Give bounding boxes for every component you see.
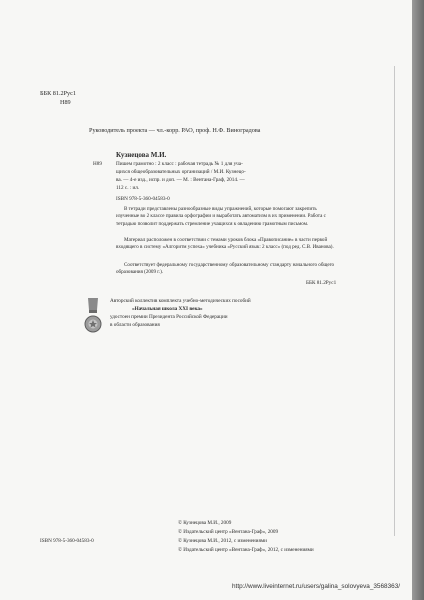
bbk-code-top: ББК 81.2Рус1 [40, 90, 76, 97]
isbn-main: ISBN 978-5-360-04583-0 [116, 196, 170, 202]
bbk-code-bottom: ББК 81.2Рус1 [306, 280, 337, 286]
copyright-line: © Издательский центр «Вентана-Граф», 2009 [178, 529, 279, 535]
author-heading: Кузнецова М.И. [116, 151, 167, 159]
project-lead: Руководитель проекта — чл.-корр. РАО, проф. Н.Ф. Виноградова [89, 127, 261, 134]
bib-line: 112 с. : ил. [116, 185, 140, 191]
medal-icon [84, 298, 102, 340]
index-code-side: Н89 [93, 161, 102, 167]
copyright-line: © Кузнецова М.И., 2012, с изменениями [178, 538, 267, 544]
award-line: «Начальная школа XXI века» [132, 306, 203, 312]
copyright-line: © Кузнецова М.И., 2009 [178, 520, 232, 526]
bib-line: ва. — 4-е изд., испр. и доп. — М. : Вентана-Граф, 2014. — [116, 177, 245, 183]
bib-line: щихся общеобразовательных организаций / М.И. Кузнецо- [116, 169, 246, 175]
annotation-paragraph-1: В тетради представлены разнообразные виды упражнений, которые помогают закрепить изученные во 2 классе правила орфографии и выработать автоматизм в их применении. Работа с тетрадью позволит поддержать стремление учащихся к овладению грамотным письмом. [116, 206, 326, 227]
award-line: в области образования [110, 322, 160, 328]
isbn-bottom: ISBN 978-5-360-04583-0 [40, 538, 94, 544]
index-code-top: Н89 [60, 99, 71, 106]
award-line: удостоен премии Президента Российской Федерации [110, 314, 228, 320]
copyright-line: © Издательский центр «Вентана-Граф», 2012, с изменениями [178, 547, 314, 553]
bib-line: Пишем грамотно : 2 класс : рабочая тетрадь № 1 для уча- [116, 161, 243, 167]
watermark-url[interactable]: http://www.liveinternet.ru/users/galina_solovyeva_3568363/ [232, 583, 401, 590]
page-edge-divider [394, 66, 395, 536]
annotation-paragraph-3: Соответствует федеральному государственному образовательному стандарту начального общего образования (2009 г.). [116, 262, 335, 276]
page-shadow [412, 0, 424, 600]
award-line: Авторский коллектив комплекта учебно-методических пособий [110, 298, 251, 304]
annotation-paragraph-2: Материал расположен в соответствии с темами уроков блока «Правописание» в части первой входящего в систему «Алгоритм успеха» учебника «Русский язык: 2 класс» (под ред. С.В. Иванова). [116, 237, 334, 251]
